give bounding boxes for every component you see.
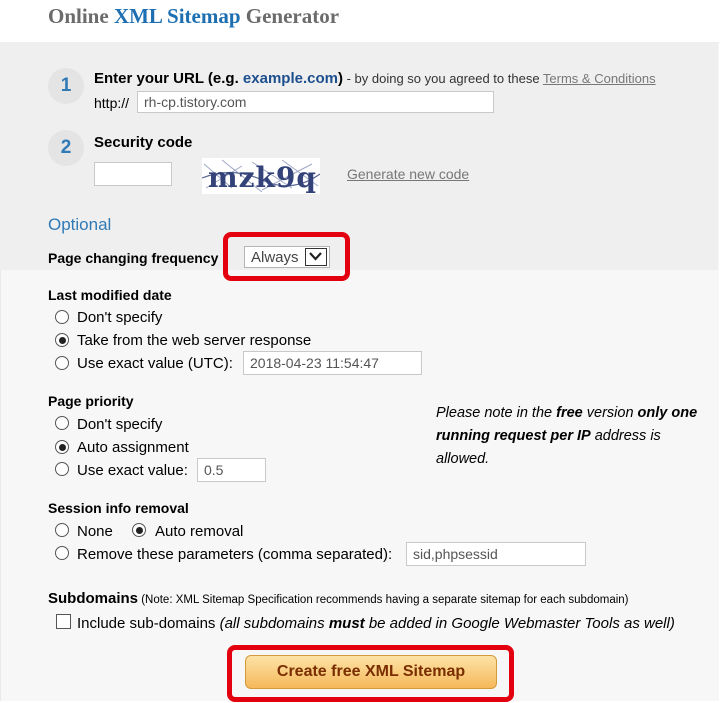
lastmod-radio-exact[interactable] bbox=[55, 356, 69, 370]
terms-link[interactable]: Terms & Conditions bbox=[542, 71, 656, 86]
session-radio-auto[interactable] bbox=[132, 523, 146, 537]
frequency-label: Page changing frequency bbox=[48, 250, 219, 266]
lastmod-option-label: Use exact value (UTC): bbox=[77, 355, 233, 372]
priority-option-label: Don't specify bbox=[77, 416, 163, 433]
captcha-image bbox=[202, 158, 320, 194]
session-heading: Session info removal bbox=[48, 500, 189, 516]
lastmod-option-label: Take from the web server response bbox=[77, 332, 312, 349]
session-option-label: None bbox=[77, 523, 113, 540]
lastmod-option-label: Don't specify bbox=[77, 309, 163, 326]
priority-heading: Page priority bbox=[48, 393, 134, 409]
url-input[interactable] bbox=[137, 91, 494, 113]
session-option-label: Remove these parameters (comma separated): bbox=[77, 546, 393, 563]
last-modified-heading: Last modified date bbox=[48, 287, 172, 303]
frequency-select[interactable]: Always bbox=[244, 246, 330, 268]
security-code-label: Security code bbox=[94, 134, 193, 151]
url-prefix: http:// bbox=[94, 95, 130, 111]
session-radio-custom[interactable] bbox=[55, 546, 69, 560]
url-label: Enter your URL (e.g. example.com) - by doing so you agreed to these Terms & Conditions bbox=[94, 70, 656, 87]
session-radio-none[interactable] bbox=[55, 523, 69, 537]
svg-text:mzk9q: mzk9q bbox=[208, 161, 317, 194]
security-code-input[interactable] bbox=[94, 162, 172, 186]
create-sitemap-button[interactable]: Create free XML Sitemap bbox=[245, 655, 497, 689]
priority-option-label: Use exact value: bbox=[77, 462, 188, 479]
frequency-highlight bbox=[223, 232, 350, 281]
page-title: Online XML Sitemap Generator bbox=[48, 4, 340, 28]
lastmod-radio-server-response[interactable] bbox=[55, 333, 69, 347]
lastmod-radio-dont-specify[interactable] bbox=[55, 310, 69, 324]
optional-heading: Optional bbox=[48, 215, 112, 234]
priority-exact-input[interactable] bbox=[197, 458, 266, 482]
free-version-note: Please note in the free version only one running request per IP address is allowed. bbox=[436, 405, 698, 467]
session-option-label: Auto removal bbox=[155, 523, 244, 540]
lastmod-exact-input[interactable] bbox=[243, 351, 422, 375]
priority-radio-exact[interactable] bbox=[55, 462, 69, 476]
session-params-input[interactable] bbox=[406, 542, 586, 566]
example-link: example.com bbox=[242, 70, 338, 87]
title-accent: XML Sitemap bbox=[113, 4, 241, 28]
generate-code-link[interactable]: Generate new code bbox=[347, 166, 470, 182]
priority-option-label: Auto assignment bbox=[77, 439, 189, 456]
priority-radio-auto[interactable] bbox=[55, 440, 69, 454]
step-1-badge: 1 bbox=[48, 68, 84, 104]
priority-radio-dont-specify[interactable] bbox=[55, 416, 69, 430]
subdomains-header: Subdomains (Note: XML Sitemap Specification recommends having a separate sitemap for each subdomain) bbox=[48, 590, 629, 607]
step-2-badge: 2 bbox=[48, 130, 84, 166]
include-subdomains-label: Include sub-domains (all subdomains must be added in Google Webmaster Tools as well) bbox=[77, 615, 675, 632]
